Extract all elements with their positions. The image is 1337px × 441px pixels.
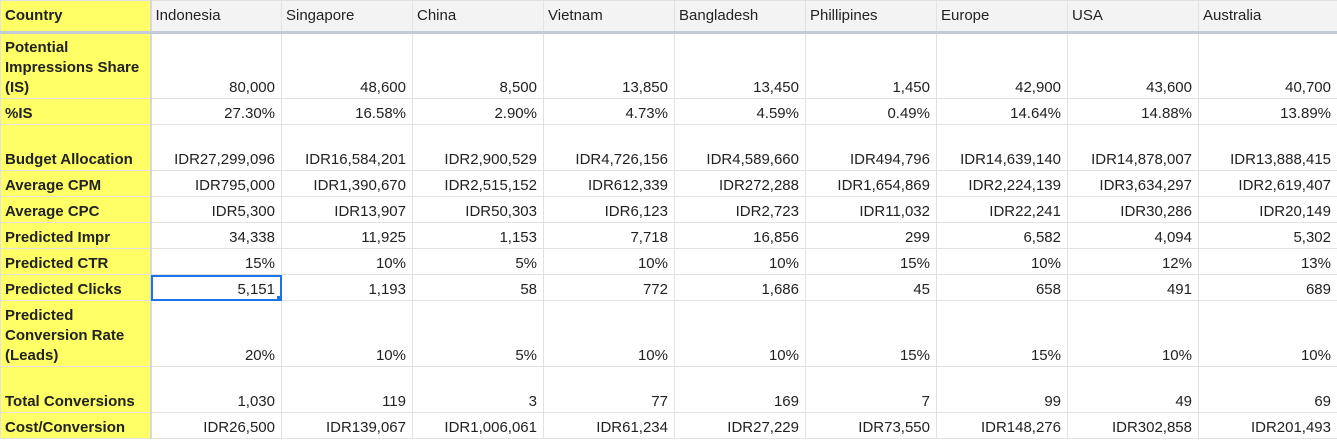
data-cell[interactable]: IDR11,032: [806, 197, 937, 223]
data-cell[interactable]: IDR302,858: [1068, 413, 1199, 439]
data-cell[interactable]: IDR272,288: [675, 171, 806, 197]
data-cell[interactable]: 40,700: [1199, 33, 1337, 99]
data-cell[interactable]: 119: [282, 367, 413, 413]
table-row: [1, 171, 1337, 197]
data-cell[interactable]: 4.59%: [675, 99, 806, 125]
data-cell[interactable]: 99: [937, 367, 1068, 413]
data-cell[interactable]: 299: [806, 223, 937, 249]
row-label-cell[interactable]: Average CPM: [1, 171, 151, 197]
data-cell[interactable]: IDR50,303: [413, 197, 544, 223]
data-cell[interactable]: 77: [544, 367, 675, 413]
data-cell[interactable]: 8,500: [413, 33, 544, 99]
data-cell[interactable]: 3: [413, 367, 544, 413]
data-cell[interactable]: IDR14,639,140: [937, 125, 1068, 171]
data-cell[interactable]: IDR4,726,156: [544, 125, 675, 171]
header-row: [1, 1, 1337, 33]
header-country-phillipines[interactable]: Phillipines: [806, 1, 937, 33]
data-cell[interactable]: IDR4,589,660: [675, 125, 806, 171]
header-country-china[interactable]: China: [413, 1, 544, 33]
data-cell[interactable]: 10%: [937, 249, 1068, 275]
data-cell[interactable]: 10%: [675, 249, 806, 275]
data-cell[interactable]: 169: [675, 367, 806, 413]
table-row: [1, 223, 1337, 249]
data-cell[interactable]: 16,856: [675, 223, 806, 249]
data-cell[interactable]: 80,000: [151, 33, 282, 99]
header-country-usa[interactable]: USA: [1068, 1, 1199, 33]
data-cell[interactable]: IDR14,878,007: [1068, 125, 1199, 171]
data-cell[interactable]: 13%: [1199, 249, 1337, 275]
header-country-australia[interactable]: Australia: [1199, 1, 1337, 33]
row-label-cell[interactable]: %IS: [1, 99, 151, 125]
row-label-cell[interactable]: Predicted CTR: [1, 249, 151, 275]
data-cell[interactable]: IDR3,634,297: [1068, 171, 1199, 197]
table-row: [1, 33, 1337, 99]
data-cell[interactable]: 14.88%: [1068, 99, 1199, 125]
data-cell[interactable]: 689: [1199, 275, 1337, 301]
data-cell[interactable]: 10%: [1199, 301, 1337, 367]
data-cell[interactable]: IDR2,619,407: [1199, 171, 1337, 197]
data-cell[interactable]: 1,686: [675, 275, 806, 301]
data-cell[interactable]: 15%: [806, 301, 937, 367]
data-cell[interactable]: IDR20,149: [1199, 197, 1337, 223]
data-cell[interactable]: 1,450: [806, 33, 937, 99]
data-cell[interactable]: 20%: [151, 301, 282, 367]
table-row: [1, 249, 1337, 275]
header-country-indonesia[interactable]: Indonesia: [151, 1, 282, 33]
data-cell[interactable]: 34,338: [151, 223, 282, 249]
data-cell[interactable]: 49: [1068, 367, 1199, 413]
data-cell[interactable]: 1,193: [282, 275, 413, 301]
row-label-cell[interactable]: Cost/Conversion: [1, 413, 151, 439]
data-cell[interactable]: 42,900: [937, 33, 1068, 99]
data-cell[interactable]: 11,925: [282, 223, 413, 249]
data-cell[interactable]: IDR16,584,201: [282, 125, 413, 171]
table-row: [1, 367, 1337, 413]
data-cell[interactable]: 43,600: [1068, 33, 1199, 99]
data-cell[interactable]: IDR26,500: [151, 413, 282, 439]
row-label-cell[interactable]: Total Conversions: [1, 367, 151, 413]
data-cell[interactable]: 6,582: [937, 223, 1068, 249]
data-cell[interactable]: 658: [937, 275, 1068, 301]
selected-cell[interactable]: 5,151: [151, 275, 282, 301]
data-cell[interactable]: IDR612,339: [544, 171, 675, 197]
row-label-cell[interactable]: Average CPC: [1, 197, 151, 223]
data-cell[interactable]: 58: [413, 275, 544, 301]
data-cell[interactable]: 48,600: [282, 33, 413, 99]
data-cell[interactable]: 4,094: [1068, 223, 1199, 249]
table-row: [1, 301, 1337, 367]
row-label-cell[interactable]: Potential Impressions Share (IS): [1, 33, 151, 99]
data-cell[interactable]: IDR2,224,139: [937, 171, 1068, 197]
header-country-vietnam[interactable]: Vietnam: [544, 1, 675, 33]
data-cell[interactable]: 5%: [413, 301, 544, 367]
data-cell[interactable]: 7: [806, 367, 937, 413]
data-cell[interactable]: 10%: [544, 249, 675, 275]
data-cell[interactable]: 45: [806, 275, 937, 301]
data-cell[interactable]: 10%: [544, 301, 675, 367]
data-cell[interactable]: IDR139,067: [282, 413, 413, 439]
row-label-cell[interactable]: Predicted Impr: [1, 223, 151, 249]
data-cell[interactable]: 16.58%: [282, 99, 413, 125]
data-cell[interactable]: 5,302: [1199, 223, 1337, 249]
table-row: [1, 275, 1337, 301]
header-country-singapore[interactable]: Singapore: [282, 1, 413, 33]
table-row: [1, 125, 1337, 171]
table-row: [1, 99, 1337, 125]
data-cell[interactable]: IDR494,796: [806, 125, 937, 171]
data-cell[interactable]: IDR201,493: [1199, 413, 1337, 439]
data-cell[interactable]: 5%: [413, 249, 544, 275]
data-cell[interactable]: IDR5,300: [151, 197, 282, 223]
data-cell[interactable]: IDR1,654,869: [806, 171, 937, 197]
data-cell[interactable]: IDR148,276: [937, 413, 1068, 439]
data-cell[interactable]: 7,718: [544, 223, 675, 249]
data-cell[interactable]: IDR13,888,415: [1199, 125, 1337, 171]
table-row: [1, 413, 1337, 439]
data-cell[interactable]: 491: [1068, 275, 1199, 301]
header-country-cell[interactable]: Country: [1, 1, 151, 33]
data-cell[interactable]: IDR6,123: [544, 197, 675, 223]
data-cell[interactable]: 1,030: [151, 367, 282, 413]
data-cell[interactable]: 0.49%: [806, 99, 937, 125]
data-cell[interactable]: IDR1,006,061: [413, 413, 544, 439]
data-cell[interactable]: 772: [544, 275, 675, 301]
data-cell[interactable]: 1,153: [413, 223, 544, 249]
data-cell[interactable]: 15%: [937, 301, 1068, 367]
row-label-cell[interactable]: Predicted Conversion Rate (Leads): [1, 301, 151, 367]
data-cell[interactable]: 15%: [151, 249, 282, 275]
header-country-europe[interactable]: Europe: [937, 1, 1068, 33]
data-cell[interactable]: 10%: [1068, 301, 1199, 367]
data-cell[interactable]: IDR30,286: [1068, 197, 1199, 223]
data-cell[interactable]: 15%: [806, 249, 937, 275]
data-cell[interactable]: 13,850: [544, 33, 675, 99]
data-cell[interactable]: 13,450: [675, 33, 806, 99]
data-cell[interactable]: IDR61,234: [544, 413, 675, 439]
data-cell[interactable]: IDR22,241: [937, 197, 1068, 223]
data-cell[interactable]: IDR2,900,529: [413, 125, 544, 171]
data-cell[interactable]: 27.30%: [151, 99, 282, 125]
data-cell[interactable]: 12%: [1068, 249, 1199, 275]
data-cell[interactable]: 13.89%: [1199, 99, 1337, 125]
data-cell[interactable]: IDR27,299,096: [151, 125, 282, 171]
data-cell[interactable]: IDR795,000: [151, 171, 282, 197]
data-cell[interactable]: IDR73,550: [806, 413, 937, 439]
data-cell[interactable]: IDR2,723: [675, 197, 806, 223]
row-label-cell[interactable]: Predicted Clicks: [1, 275, 151, 301]
data-cell[interactable]: 4.73%: [544, 99, 675, 125]
data-cell[interactable]: 10%: [282, 301, 413, 367]
data-cell[interactable]: IDR13,907: [282, 197, 413, 223]
data-cell[interactable]: IDR27,229: [675, 413, 806, 439]
table-row: [1, 197, 1337, 223]
data-cell[interactable]: 10%: [675, 301, 806, 367]
header-country-bangladesh[interactable]: Bangladesh: [675, 1, 806, 33]
data-cell[interactable]: 69: [1199, 367, 1337, 413]
data-cell[interactable]: IDR1,390,670: [282, 171, 413, 197]
data-cell[interactable]: 2.90%: [413, 99, 544, 125]
data-cell[interactable]: IDR2,515,152: [413, 171, 544, 197]
data-cell[interactable]: 10%: [282, 249, 413, 275]
row-label-cell[interactable]: Budget Allocation: [1, 125, 151, 171]
data-cell[interactable]: 14.64%: [937, 99, 1068, 125]
